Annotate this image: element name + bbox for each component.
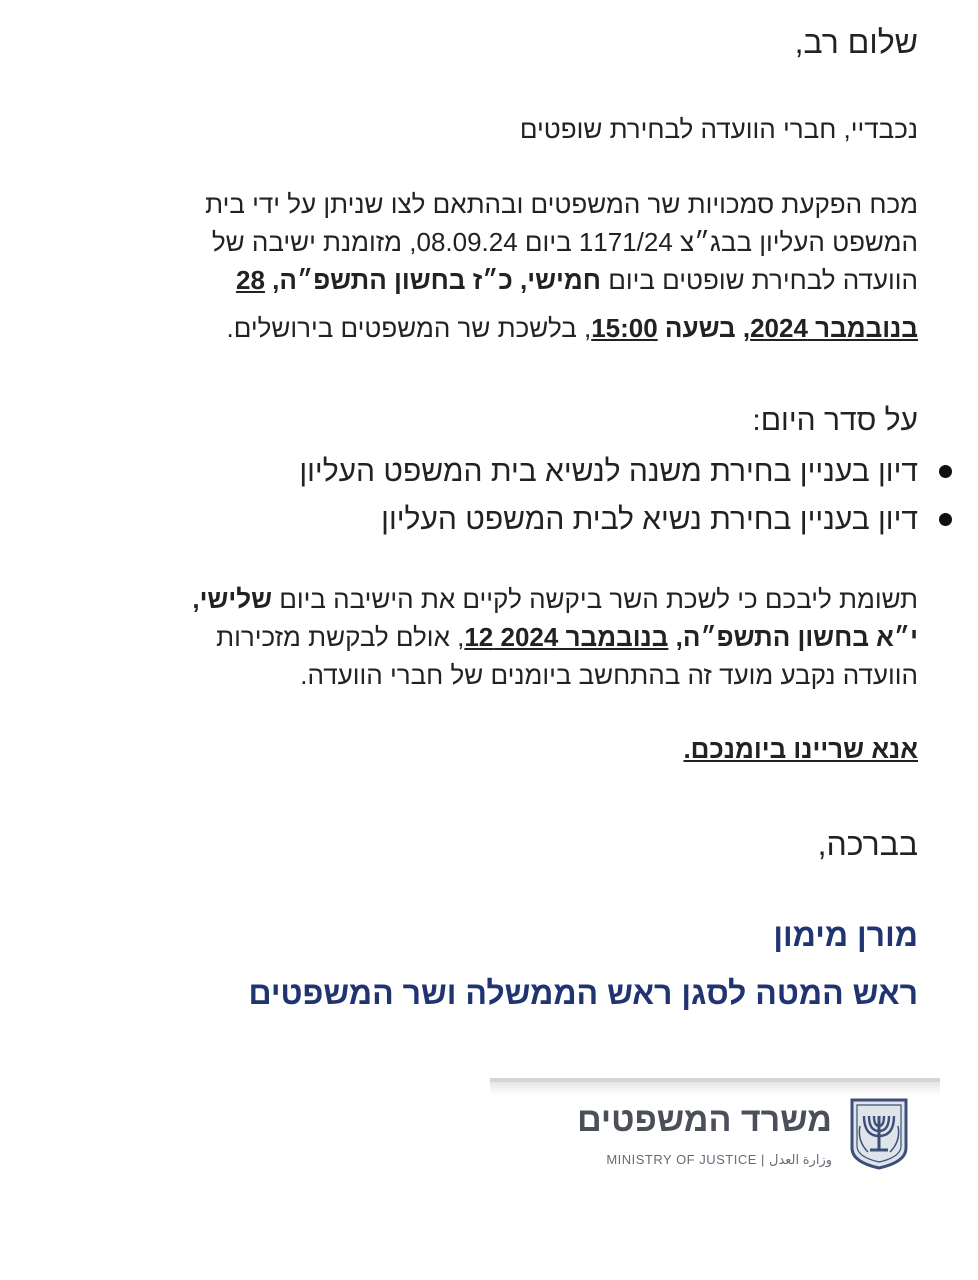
signature-name: מורן מימון	[773, 917, 918, 953]
agenda-title: על סדר היום:	[752, 404, 918, 437]
invitation-line-3	[205, 261, 918, 299]
notice-line-1	[192, 580, 918, 618]
meeting-day-text: חמישי, כ״ז בחשון התשפ״ה,	[264, 265, 601, 295]
notice-text-cont: , אולם לבקשת מזכירות	[216, 622, 465, 652]
original-hebrew-date: י״א בחשון התשפ״ה,	[668, 622, 918, 652]
invitation-text: הוועדה לבחירת שופטים ביום	[600, 265, 918, 295]
meeting-date-day: 28	[236, 265, 265, 295]
salutation: נכבדיי, חברי הוועדה לבחירת שופטים	[519, 114, 918, 144]
agenda-item	[299, 496, 958, 544]
original-date: בנובמבר 2024 12	[464, 622, 669, 652]
original-day: שלישי,	[192, 584, 273, 614]
meeting-date-month: בנובמבר 2024	[750, 313, 918, 343]
meeting-time: 15:00	[591, 313, 658, 343]
agenda-list	[299, 448, 958, 544]
invitation-line-2: המשפט העליון בבג״צ 1171/24 ביום 08.09.24, מזומנת ישיבה של	[211, 227, 918, 257]
agenda-item-text: דיון בעניין בחירת נשיא לבית המשפט העליון	[381, 503, 918, 536]
signature-title: ראש המטה לסגן ראש הממשלה ושר המשפטים	[248, 975, 918, 1011]
calendar-request: אנא שריינו ביומנכם.	[683, 734, 918, 764]
meeting-location: , בלשכת שר המשפטים בירושלים.	[226, 313, 592, 343]
closing: בברכה,	[817, 826, 918, 862]
notice-paragraph	[192, 580, 918, 694]
meeting-time-prefix: , בשעה	[657, 313, 751, 343]
menorah-emblem-icon	[848, 1096, 910, 1170]
logo-english-text: MINISTRY OF JUSTICE | وزارة العدل	[606, 1152, 832, 1167]
bullet-icon	[939, 465, 952, 478]
notice-text: תשומת ליבכם כי לשכת השר ביקשה לקיים את הישיבה ביום	[272, 584, 918, 614]
logo-hebrew-text: משרד המשפטים	[577, 1101, 832, 1139]
invitation-line-1: מכח הפקעת סמכויות שר המשפטים ובהתאם לצו שניתן על ידי בית	[205, 189, 918, 219]
notice-line-3: הוועדה נקבע מועד זה בהתחשב ביומנים של חברי הוועדה.	[300, 660, 918, 690]
agenda-item	[299, 448, 958, 496]
invitation-paragraph	[205, 185, 918, 347]
notice-line-2	[192, 618, 918, 656]
ministry-logo	[490, 1078, 940, 1200]
greeting: שלום רב,	[794, 24, 918, 60]
invitation-line-4	[205, 309, 918, 347]
agenda-item-text: דיון בעניין בחירת משנה לנשיא בית המשפט העליון	[299, 455, 918, 488]
bullet-icon	[939, 513, 952, 526]
